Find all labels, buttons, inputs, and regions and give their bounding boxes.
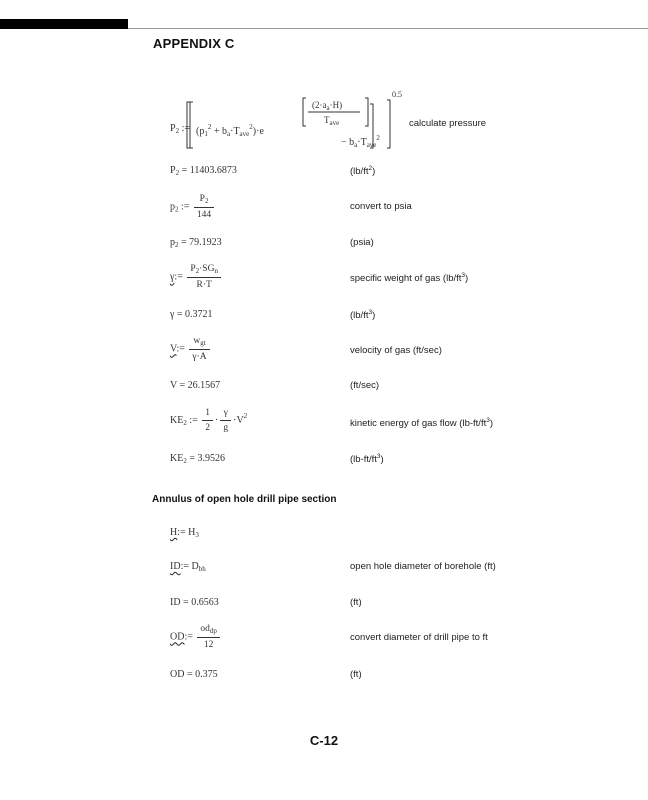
convert-psia-desc: convert to psia [350,201,412,212]
p2-unit: $(lb/ft^2)$ [350,165,376,178]
exponent-denominator: $T_{ave}$ [324,115,340,127]
psia-unit: (psia) [350,237,374,248]
assign-op: := [181,123,190,134]
gamma-value: γ = 0.3721 [170,309,213,320]
od-value: OD = 0.375 [170,669,218,680]
kinetic-energy-unit: $(lb-ft/ft^3)$ [350,453,384,466]
psia-fraction: $\frac{P_2}{144}$ [194,194,214,220]
appendix-title: APPENDIX C [153,36,235,51]
gamma-g-fraction: $\frac{\gamma}{g}$ [220,408,231,433]
h-formula: H:= $H_3$ [170,527,199,539]
section-heading: Annulus of open hole drill pipe section [152,494,337,505]
p2-value: $P_2 = 11403.6873$ [170,165,237,177]
id-formula: ID:= $D_{bh}$ [170,561,206,573]
od-unit: (ft) [350,669,362,680]
velocity-fraction: $\frac{w_{gt}}{\gamma\cdot A}$ [189,336,209,362]
b-tave-term: − $b_a\cdot T_{ave}^2$ [341,134,380,149]
kinetic-energy-formula: $KE_2$ := $\frac{1}{2}$ · $\frac{\gamma}{g}$ $\cdot V^2$ [170,408,248,433]
id-unit: (ft) [350,597,362,608]
page-number: C-12 [309,733,339,748]
velocity-desc: velocity of gas (ft/sec) [350,345,442,356]
od-formula: OD:= $\frac{od_{dp}}{12}$ [170,624,222,650]
gamma-unit: $(lb/ft^3)$ [350,309,376,322]
header-black-bar [0,19,128,29]
p2-symbol: P [170,123,176,134]
velocity-value: V = 26.1567 [170,380,221,391]
p2-psia-formula: $p_2$ := $\frac{P_2}{144}$ [170,194,216,220]
p1-term: $(p_1^2 + b_a\cdot T_{ave}^2)\cdot e$ [196,123,264,138]
header-rule [128,28,648,29]
kinetic-energy-value: $KE_2 = 3.9526$ [170,453,225,465]
p2-psia-value: $p_2 = 79.1923$ [170,237,222,249]
id-value: ID = 0.6563 [170,597,219,608]
gamma-fraction: $\frac{P_2\cdot SG_n}{R\cdot T}$ [187,264,221,290]
open-hole-desc: open hole diameter of borehole (ft) [350,561,496,572]
half-fraction: $\frac{1}{2}$ [202,408,213,433]
calculate-pressure-desc: calculate pressure [409,118,487,129]
specific-weight-desc: specific weight of gas $(lb/ft^3)$ [350,272,469,285]
convert-drill-pipe-desc: convert diameter of drill pipe to ft [350,632,488,643]
p2-subscript: 2 [175,127,180,135]
exponent-numerator: $(2\cdot a_a\cdot H)$ [312,100,343,112]
od-fraction: $\frac{od_{dp}}{12}$ [197,624,220,650]
gamma-formula: γ:= $\frac{P_2\cdot SG_n}{R\cdot T}$ [170,264,223,290]
velocity-unit: (ft/sec) [350,380,380,391]
velocity-formula: V:= $\frac{w_{gt}}{\gamma\cdot A}$ [170,336,212,362]
kinetic-energy-desc: kinetic energy of gas flow $(lb-ft/ft^3)$ [350,417,494,430]
power-exponent: 0.5 [392,90,402,99]
